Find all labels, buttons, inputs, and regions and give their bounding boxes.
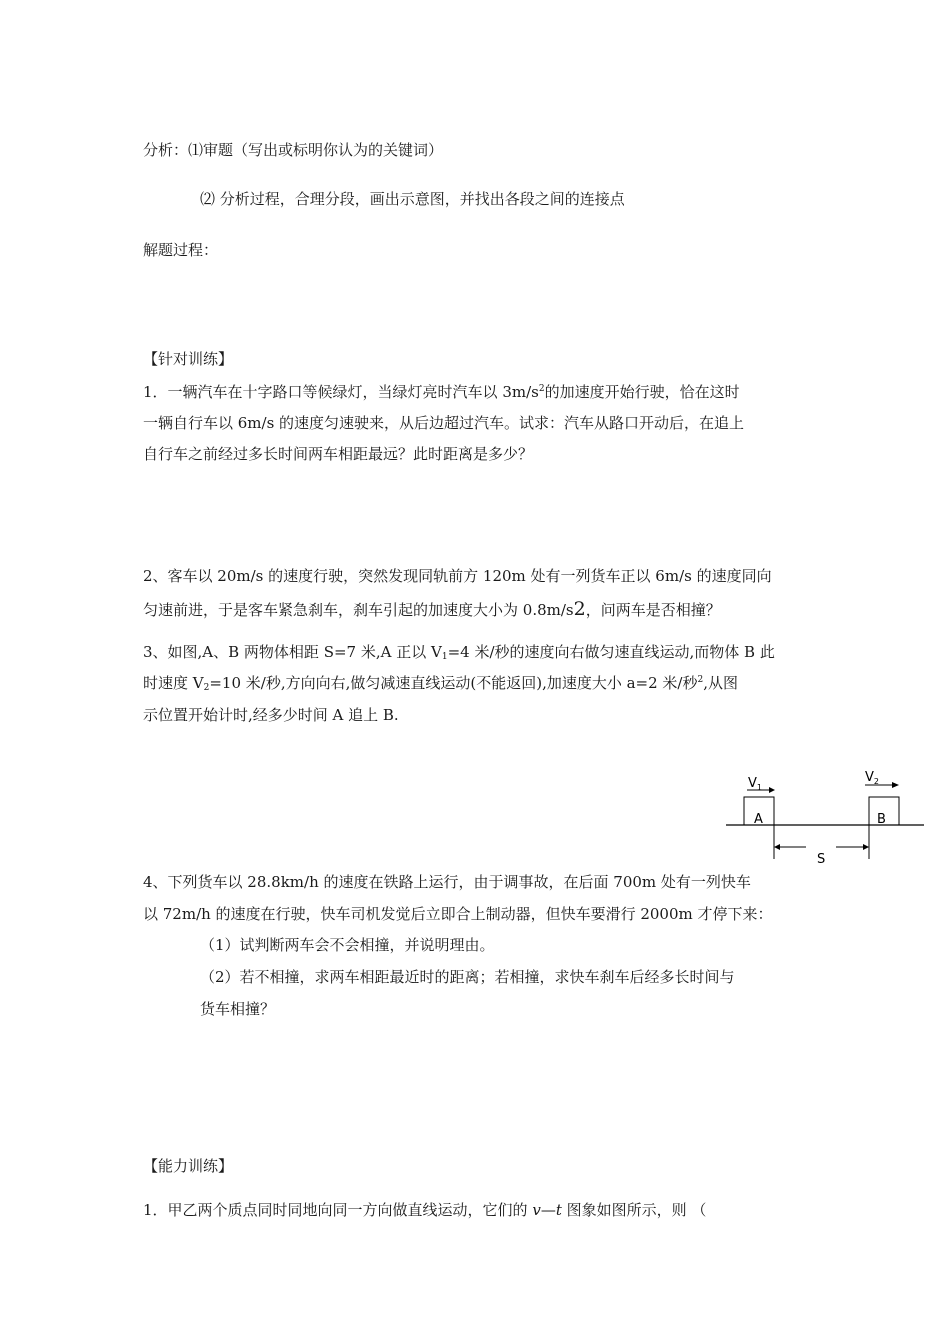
block-a-label: A [754,812,763,827]
v1-label: $V_1$ [748,776,762,792]
section-heading-ability: 【能力训练】 [143,1157,234,1175]
v2-arrowhead [892,782,899,788]
distance-label: S [817,852,826,867]
question-2-line-2: 匀速前进，于是客车紧急刹车，刹车引起的加速度大小为 0.8m/s2，问两车是否相撞？ [143,598,721,620]
question-1-line-2: 一辆自行车以 6m/s 的速度匀速驶来，从后边超过汽车。试求：汽车从路口开动后，在追上 [143,414,745,432]
question-3-line-2: 时速度 $V_2=10$ 米/秒,方向向右,做匀减速直线运动(不能返回),加速度大小 a=2 米/秒$^2$,从图 [143,674,738,693]
distance-arrowhead-left [774,844,780,850]
question-4-part-1: （1）试判断两车会不会相撞，并说明理由。 [200,936,495,954]
question-4-line-1: 4、下列货车以 28.8km/h 的速度在铁路上运行，由于调事故，在后面 700m 处有一列快车 [143,873,751,891]
analysis-step2: ⑵ 分析过程，合理分段，画出示意图，并找出各段之间的连接点 [200,190,625,208]
ability-question-1: 1．甲乙两个质点同时同地向同一方向做直线运动，它们的 v—t 图象如图所示，则 （ [143,1201,707,1219]
block-b-label: B [877,812,886,827]
analysis-step1: 分析：⑴审题（写出或标明你认为的关键词） [143,141,444,159]
section-heading-targeted: 【针对训练】 [143,350,234,368]
question-4-part-2-cont: 货车相撞？ [200,1000,276,1018]
distance-arrowhead-right [863,844,869,850]
question-1-line-1: 1．一辆汽车在十字路口等候绿灯，当绿灯亮时汽车以 $3m/s^2$的加速度开始行驶，恰在这时 [143,383,740,401]
question-3-line-3: 示位置开始计时,经多少时间 A 追上 B. [143,706,399,724]
v2-label: $V_2$ [865,770,879,786]
v1-arrowhead [769,787,775,793]
solution-label: 解题过程： [143,241,219,259]
question-4-part-2: （2）若不相撞，求两车相距最近时的距离；若相撞，求快车刹车后经多长时间与 [200,968,735,986]
question-4-line-2: 以 72m/h 的速度在行驶，快车司机发觉后立即合上制动器，但快车要滑行 2000m 才停下来： [143,905,773,923]
question-1-line-3: 自行车之前经过多长时间两车相距最远？此时距离是多少？ [143,445,534,463]
question-3-line-1: 3、如图,A、B 两物体相距 S=7 米,A 正以 $V_1=4$ 米/秒的速度向右做匀速直线运动,而物体 B 此 [143,643,775,662]
question-2-line-1: 2、客车以 20m/s 的速度行驶，突然发现同轨前方 120m 处有一列货车正以 6m/s 的速度同向 [143,567,772,585]
motion-diagram [722,765,927,871]
